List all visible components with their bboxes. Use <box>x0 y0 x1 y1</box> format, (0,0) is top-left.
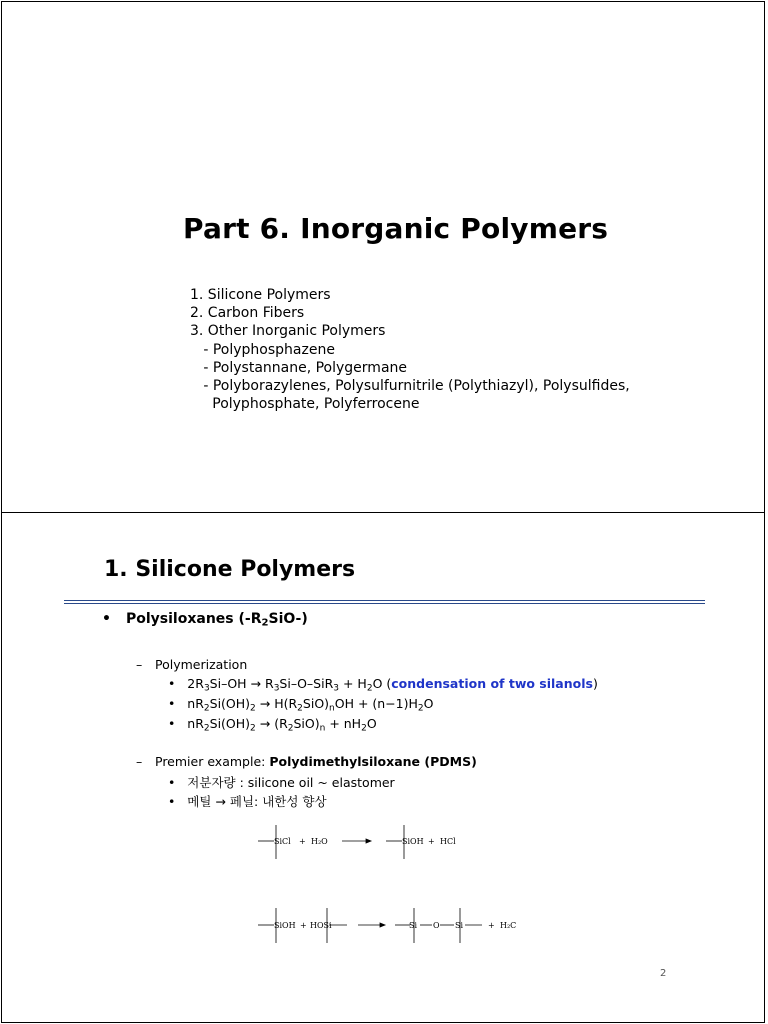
slide-2-title: 1. Silicone Polymers <box>104 557 356 582</box>
water-label: H₂O <box>311 837 328 846</box>
dash-marker: – <box>136 754 143 769</box>
title-divider <box>64 603 705 604</box>
sicl-label: SiCl <box>274 837 291 846</box>
title-divider <box>64 600 705 601</box>
plus-sign: + <box>488 921 495 930</box>
slide-1 <box>1 1 765 513</box>
equation-2: • $nR_2Si(OH)_2 \to H(R_2SiO)_nOH + (n-1)H_2O$ <box>168 696 434 714</box>
page-number: 2 <box>660 968 667 979</box>
premier-example: Premier example: Polydimethylsiloxane (PDMS) <box>155 754 477 769</box>
korean-note-1: • 저분자량 : silicone oil ~ elastomer <box>168 775 395 790</box>
slide-2 <box>1 512 765 1023</box>
korean-note-2: • 메틸 → 페닐: 내한성 향상 <box>168 794 327 809</box>
hosi-label: HOSi <box>310 921 332 930</box>
slide-1-title: Part 6. Inorganic Polymers <box>183 212 609 245</box>
toc-item: 1. Silicone Polymers <box>190 287 331 303</box>
si-label: Si <box>409 921 418 930</box>
toc-item: - Polystannane, Polygermane <box>190 359 408 376</box>
bullet-polysiloxanes: • Polysiloxanes $(-R_2SiO-)$ <box>102 611 308 629</box>
equation-1: • $2R_3Si-OH \to R_3Si-O-SiR_3 + H_2O$ (condensation of two silanols) <box>168 676 598 694</box>
si-label: Si <box>455 921 464 930</box>
plus-sign: + <box>300 921 307 930</box>
toc-item: - Polyphosphazene <box>190 341 335 358</box>
toc-item: - Polyborazylenes, Polysulfurnitrile (Polythiazyl), Polysulfides, <box>190 378 630 395</box>
dash-marker: – <box>136 657 143 672</box>
hcl-label: HCl <box>440 837 456 846</box>
reaction-scheme <box>252 813 532 963</box>
toc-item: 3. Other Inorganic Polymers <box>190 323 386 340</box>
plus-sign: + <box>299 837 306 846</box>
silanol-label: SiOH <box>274 921 296 930</box>
condensation-note: condensation of two silanols <box>391 676 593 691</box>
toc-item: Polyphosphate, Polyferrocene <box>190 396 420 413</box>
table-of-contents <box>190 286 630 413</box>
plus-sign: + <box>428 837 435 846</box>
silanol-label: SiOH <box>402 837 424 846</box>
toc-item: 2. Carbon Fibers <box>190 305 305 322</box>
oxygen-label: O <box>433 921 440 930</box>
h2c-label: H₂C <box>500 921 517 930</box>
polymerization-label: Polymerization <box>155 657 248 672</box>
equation-3: • $nR_2Si(OH)_2 \to (R_2SiO)_n + nH_2O$ <box>168 716 377 734</box>
